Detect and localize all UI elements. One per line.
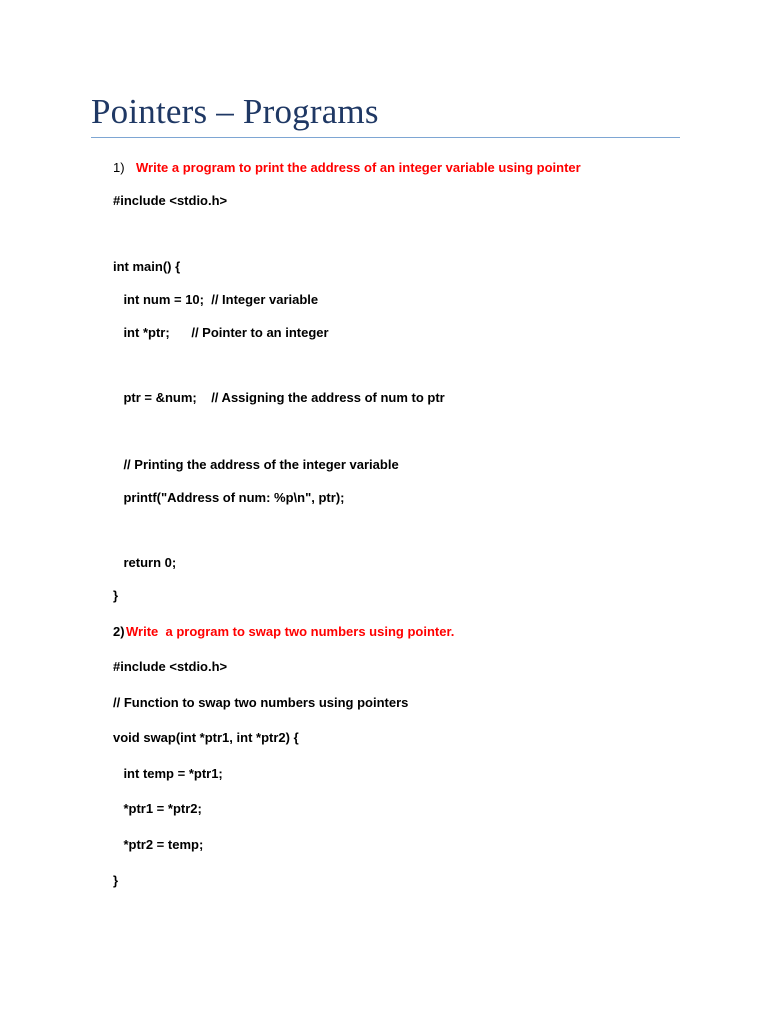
code-line: #include <stdio.h> <box>113 659 228 674</box>
code-line: int num = 10; // Integer variable <box>109 292 319 307</box>
code-line: return 0; <box>109 555 177 570</box>
question-2-number: 2) <box>113 624 125 639</box>
code-line: *ptr2 = temp; <box>109 837 204 852</box>
code-line: } <box>113 588 119 603</box>
code-line: printf("Address of num: %p\n", ptr); <box>109 490 345 505</box>
question-1-heading: Write a program to print the address of an integer variable using pointer <box>136 160 581 175</box>
code-line: *ptr1 = *ptr2; <box>109 801 202 816</box>
code-line: ptr = &num; // Assigning the address of num to ptr <box>109 390 445 405</box>
code-line: int *ptr; // Pointer to an integer <box>109 325 329 340</box>
code-line: int main() { <box>113 259 181 274</box>
code-line: #include <stdio.h> <box>113 193 228 208</box>
code-line: } <box>113 873 119 888</box>
page-title: Pointers – Programs <box>91 92 379 131</box>
code-line: // Function to swap two numbers using pointers <box>113 695 409 710</box>
code-line: int temp = *ptr1; <box>109 766 223 781</box>
code-line: // Printing the address of the integer variable <box>109 457 399 472</box>
code-line: void swap(int *ptr1, int *ptr2) { <box>113 730 299 745</box>
question-2-heading: Write a program to swap two numbers using pointer. <box>126 624 455 639</box>
title-underline <box>91 137 680 138</box>
question-1-number: 1) <box>113 160 125 175</box>
